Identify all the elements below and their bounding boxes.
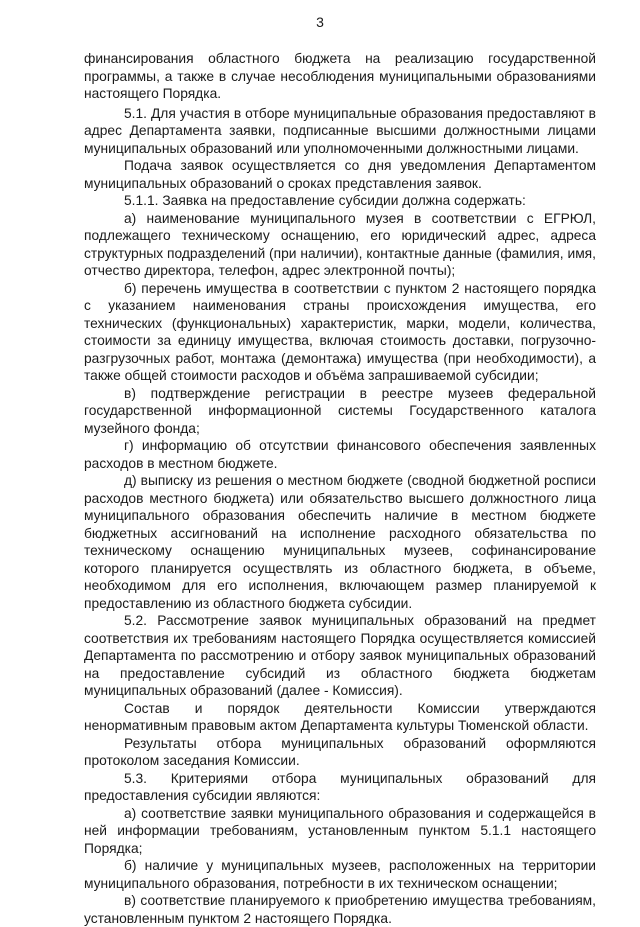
paragraph-application-submission: Подача заявок осуществляется со дня уведомления Департаментом муниципальных образований о сроках представления заявок.	[84, 158, 596, 191]
paragraph-selection-results: Результаты отбора муниципальных образований оформляются протоколом заседания Комиссии.	[84, 735, 596, 768]
paragraph-item-v: в) подтверждение регистрации в реестре музеев федеральной государственной информационной системы Государственного каталога музейного фонда;	[84, 385, 596, 436]
paragraph-commission-composition: Состав и порядок деятельности Комиссии утверждаются ненормативным правовым актом Департамента культуры Тюменской области.	[84, 700, 596, 733]
document-body	[84, 50, 596, 927]
paragraph-5-2: 5.2. Рассмотрение заявок муниципальных образований на предмет соответствия их требованиям настоящего Порядка осуществляется комиссией Департамента по рассмотрению и отбору заявок муниципальных образований на предоставление субсидий из областного бюджета бюджетам муниципальных образований (далее - Комиссия).	[84, 613, 596, 698]
paragraph-5-3: 5.3. Критериями отбора муниципальных образований для предоставления субсидии являются:	[84, 770, 596, 803]
paragraph-continuation: финансирования областного бюджета на реализацию государственной программы, а также в случае несоблюдения муниципальными образованиями настоящего Порядка.	[84, 51, 596, 101]
paragraph-item-a: а) наименование муниципального музея в соответствии с ЕГРЮЛ, подлежащего техническому оснащению, его юридический адрес, адреса структурных подразделений (при наличии), контактные данные (фамилия, имя, отчество директора, телефон, адрес электронной почты);	[84, 210, 596, 278]
paragraph-5-1-1: 5.1.1. Заявка на предоставление субсидии должна содержать:	[124, 193, 526, 208]
paragraph-item-d: д) выписку из решения о местном бюджете (сводной бюджетной росписи расходов местного бюджета) или обязательство высшего должностного лица муниципального образования обеспечить наличие в местном бюджете бюджетных ассигнований на исполнение расходного обязательства по техническому оснащению муниципальных музеев, софинансирование которого планируется осуществлять из областного бюджета, в объеме, необходимом для его исполнения, включающем размер планируемой к предоставлению из областного бюджета субсидии.	[84, 473, 596, 611]
paragraph-criteria-a: а) соответствие заявки муниципального образования и содержащейся в ней информации требованиям, установленным пунктом 5.1.1 настоящего Порядка;	[84, 805, 596, 856]
paragraph-criteria-v: в) соответствие планируемого к приобретению имущества требованиям, установленным пунктом 2 настоящего Порядка.	[84, 893, 596, 926]
paragraph-item-g: г) информацию об отсутствии финансового обеспечения заявленных расходов в местном бюджете.	[84, 438, 596, 471]
paragraph-item-b: б) перечень имущества в соответствии с пунктом 2 настоящего порядка с указанием наименования страны происхождения имущества, его технических (функциональных) характеристик, марки, модели, количества, стоимости за единицу имущества, включая стоимость доставки, погрузочно-разгрузочных работ, монтажа (демонтажа) имущества (при необходимости), а также общей стоимости расходов и объёма запрашиваемой субсидии;	[84, 280, 596, 383]
paragraph-criteria-b: б) наличие у муниципальных музеев, расположенных на территории муниципального образования, потребности в их техническом оснащении;	[84, 858, 596, 891]
paragraph-5-1: 5.1. Для участия в отборе муниципальные образования предоставляют в адрес Департамента заявки, подписанные высшими должностными лицами муниципальных образований или уполномоченными должностными лицами.	[84, 105, 596, 156]
page-number: 3	[316, 14, 324, 30]
